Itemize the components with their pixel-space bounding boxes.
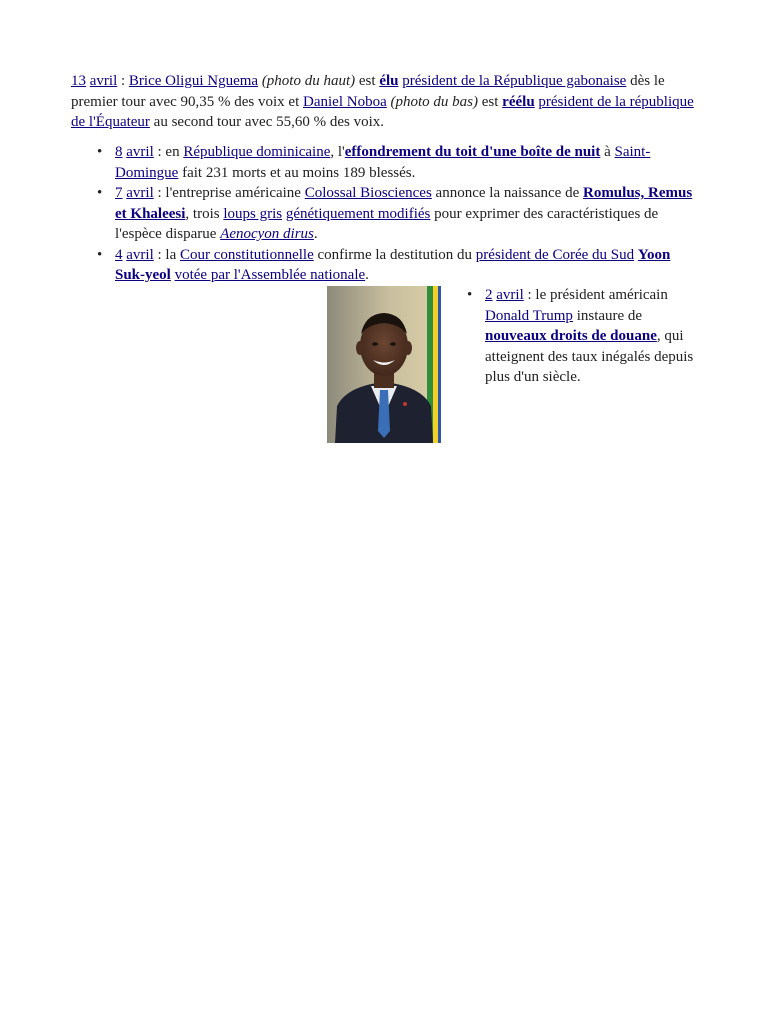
event-text: , qui atteignent des taux inégalés depuis plus d'un siècle.: [485, 328, 694, 385]
link-president-coree-du-sud[interactable]: président de Corée du Sud: [475, 246, 635, 263]
photo-caption-top: (photo du haut): [261, 73, 356, 89]
portrait-photo[interactable]: [327, 286, 441, 443]
event-text: : l'entreprise américaine: [153, 185, 305, 201]
date-link-7[interactable]: 7: [115, 185, 123, 201]
event-text: .: [313, 226, 318, 242]
list-item: [485, 285, 705, 388]
link-republique-dominicaine[interactable]: République dominicaine: [183, 144, 331, 160]
link-romulus-remus-khaleesi[interactable]: Romulus, Remus et Khaleesi: [115, 185, 693, 222]
date-link-13[interactable]: 13: [71, 73, 86, 89]
link-elu[interactable]: élu: [379, 73, 399, 89]
link-loups-gris[interactable]: loups gris: [223, 205, 283, 222]
month-link-avril[interactable]: avril: [496, 287, 524, 303]
side-events-list: [485, 285, 705, 388]
link-reelu[interactable]: réélu: [502, 93, 535, 110]
link-genetiquement-modifies[interactable]: génétiquement modifiés: [285, 205, 431, 222]
link-votee-assemblee-nationale[interactable]: votée par l'Assemblée nationale: [174, 267, 366, 283]
month-link-avril[interactable]: avril: [126, 246, 154, 263]
link-president-gabon[interactable]: président de la République gabonaise: [402, 73, 627, 89]
separator: :: [117, 73, 129, 89]
list-item: [115, 142, 701, 183]
events-list: [115, 142, 701, 286]
event-text: : le président américain: [523, 287, 668, 303]
event-text: , l': [330, 144, 345, 160]
event-text: à: [600, 144, 615, 160]
event-text: .: [365, 267, 369, 283]
event-text: : la: [153, 246, 180, 263]
link-effondrement-toit[interactable]: effondrement du toit d'une boîte de nuit: [344, 144, 601, 160]
event-text: confirme la destitution du: [313, 246, 476, 263]
text-est-2: est: [478, 93, 503, 110]
intro-text-2: au second tour avec 55,60 % des voix.: [149, 114, 385, 130]
link-president-equateur[interactable]: président de la république de l'Équateur: [71, 93, 694, 130]
link-cour-constitutionnelle[interactable]: Cour constitutionnelle: [180, 246, 314, 263]
event-text: annonce la naissance de: [431, 185, 583, 201]
link-daniel-noboa[interactable]: Daniel Noboa: [303, 93, 387, 110]
photo-caption-bottom: (photo du bas): [390, 93, 478, 110]
portrait-image: [327, 286, 441, 443]
link-yoon-suk-yeol[interactable]: Yoon Suk-yeol: [115, 246, 671, 283]
event-text: instaure de: [572, 307, 643, 324]
event-text: , trois: [185, 205, 224, 222]
event-text: : en: [153, 144, 184, 160]
intro-paragraph: [71, 71, 701, 133]
list-item: [115, 245, 701, 286]
link-colossal-biosciences[interactable]: Colossal Biosciences: [304, 185, 432, 201]
link-saint-domingue[interactable]: Saint-Domingue: [115, 144, 651, 181]
date-link-4[interactable]: 4: [115, 246, 123, 263]
event-text: pour exprimer des caractéristiques de l'espèce disparue: [115, 205, 659, 242]
link-brice-oligui-nguema[interactable]: Brice Oligui Nguema: [128, 73, 259, 89]
event-text: fait 231 morts et au moins 189 blessés.: [178, 164, 416, 181]
intro-text-1: dès le premier tour avec 90,35 % des voix et: [71, 73, 665, 110]
month-link-avril[interactable]: avril: [126, 185, 154, 201]
list-item: [115, 183, 701, 245]
text-est: est: [355, 73, 380, 89]
month-link-avril[interactable]: avril: [89, 73, 118, 89]
link-aenocyon-dirus[interactable]: [220, 226, 314, 242]
link-nouveaux-droits-de-douane[interactable]: nouveaux droits de douane: [485, 328, 657, 344]
link-donald-trump[interactable]: Donald Trump: [485, 307, 573, 324]
species-name: Aenocyon dirus: [220, 226, 314, 242]
date-link-2[interactable]: 2: [485, 287, 493, 303]
month-link-avril[interactable]: avril: [126, 144, 154, 160]
date-link-8[interactable]: 8: [115, 144, 123, 160]
